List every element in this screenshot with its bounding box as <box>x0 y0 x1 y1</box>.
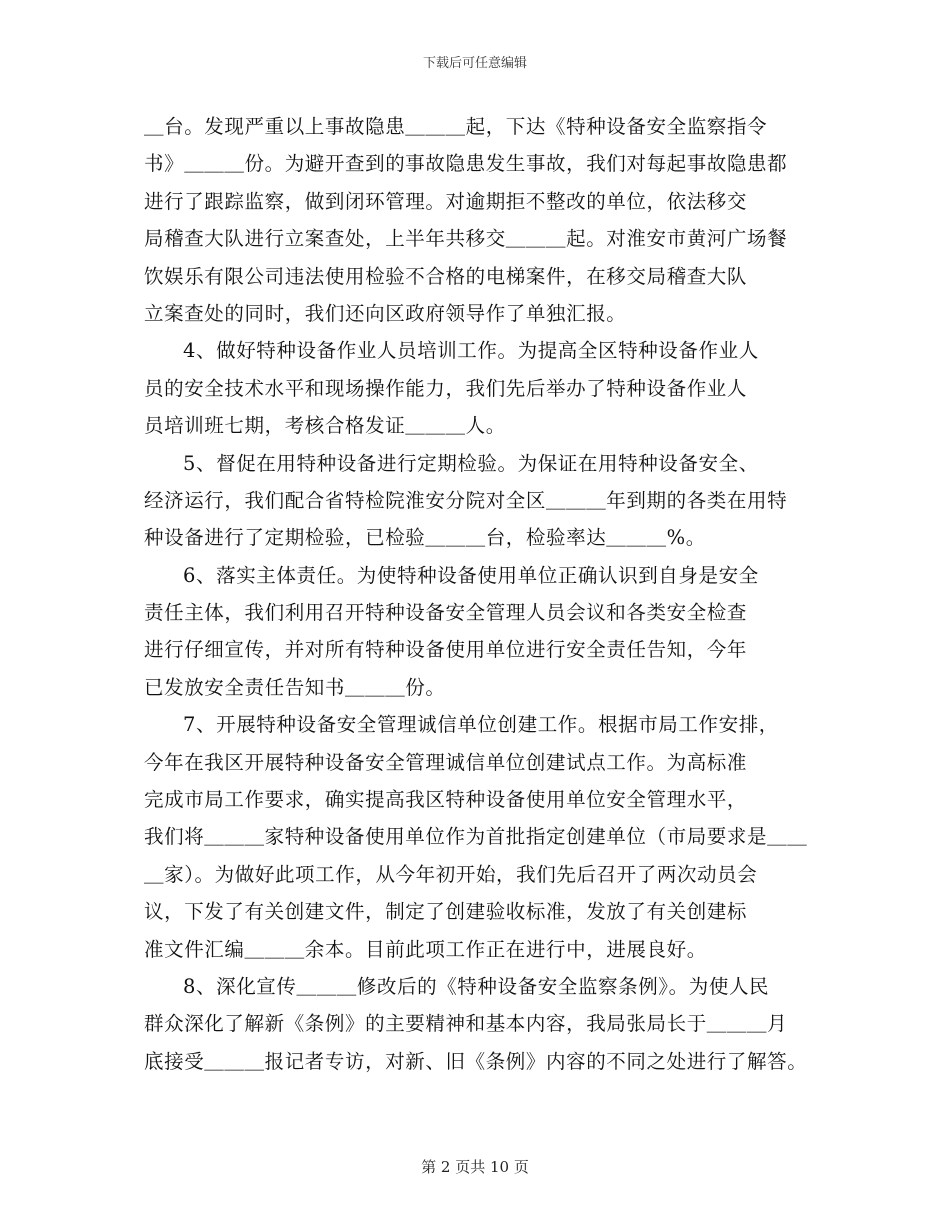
text-line: 种设备进行了定期检验，已检验＿＿＿台，检验率达＿＿＿%。 <box>144 526 706 550</box>
paragraph-start-line: 6、落实主体责任。为使特种设备使用单位正确认识到自身是安全 <box>183 563 759 587</box>
text-line: ＿家）。为做好此项工作，从今年初开始，我们先后召开了两次动员会 <box>144 862 758 886</box>
paragraph-start-line: 5、督促在用特种设备进行定期检验。为保证在用特种设备安全、 <box>183 451 759 475</box>
text-line: 准文件汇编＿＿＿余本。目前此项工作正在进行中，进展良好。 <box>144 937 707 961</box>
text-line: 完成市局工作要求，确实提高我区特种设备使用单位安全管理水平， <box>144 788 748 812</box>
text-line: 进行仔细宣传，并对所有特种设备使用单位进行安全责任告知，今年 <box>144 638 748 662</box>
paragraph-start-line: 4、做好特种设备作业人员培训工作。为提高全区特种设备作业人 <box>183 339 759 363</box>
text-line: 立案查处的同时，我们还向区政府领导作了单独汇报。 <box>144 301 627 325</box>
paragraph-start-line: 7、开展特种设备安全管理诚信单位创建工作。根据市局工作安排， <box>183 713 779 737</box>
text-line: 书》＿＿＿份。为避开查到的事故隐患发生事故，我们对每起事故隐患都 <box>144 152 788 176</box>
text-line: 今年在我区开展特种设备安全管理诚信单位创建试点工作。为高标准 <box>144 750 748 774</box>
document-body <box>144 108 824 1080</box>
text-line: 议，下发了有关创建文件，制定了创建验收标准，发放了有关创建标 <box>144 900 748 924</box>
text-line: 进行了跟踪监察，做到闭环管理。对逾期拒不整改的单位，依法移交 <box>144 189 748 213</box>
text-line: 责任主体，我们利用召开特种设备安全管理人员会议和各类安全检查 <box>144 601 748 625</box>
paragraph-start-line: 8、深化宣传＿＿＿修改后的《特种设备安全监察条例》。为使人民 <box>183 974 770 998</box>
text-line: 员的安全技术水平和现场操作能力，我们先后举办了特种设备作业人 <box>144 376 748 400</box>
text-line: 底接受＿＿＿报记者专访，对新、旧《条例》内容的不同之处进行了解答。 <box>144 1049 808 1073</box>
text-line: 员培训班七期，考核合格发证＿＿＿人。 <box>144 414 506 438</box>
text-line: 我们将＿＿＿家特种设备使用单位作为首批指定创建单位（市局要求是＿＿ <box>144 825 808 849</box>
text-line: 饮娱乐有限公司违法使用检验不合格的电梯案件，在移交局稽查大队 <box>144 264 748 288</box>
page-header-note: 下载后可任意编辑 <box>422 56 527 71</box>
page-number: 第 2 页共 10 页 <box>421 1158 529 1176</box>
text-line: 局稽查大队进行立案查处，上半年共移交＿＿＿起。对淮安市黄河广场餐 <box>144 227 788 251</box>
text-line: 已发放安全责任告知书＿＿＿份。 <box>144 675 446 699</box>
text-line: 群众深化了解新《条例》的主要精神和基本内容，我局张局长于＿＿＿月 <box>144 1012 788 1036</box>
text-line: ＿台。发现严重以上事故隐患＿＿＿起，下达《特种设备安全监察指令 <box>144 115 768 138</box>
text-line: 经济运行，我们配合省特检院淮安分院对全区＿＿＿年到期的各类在用特 <box>144 488 788 512</box>
